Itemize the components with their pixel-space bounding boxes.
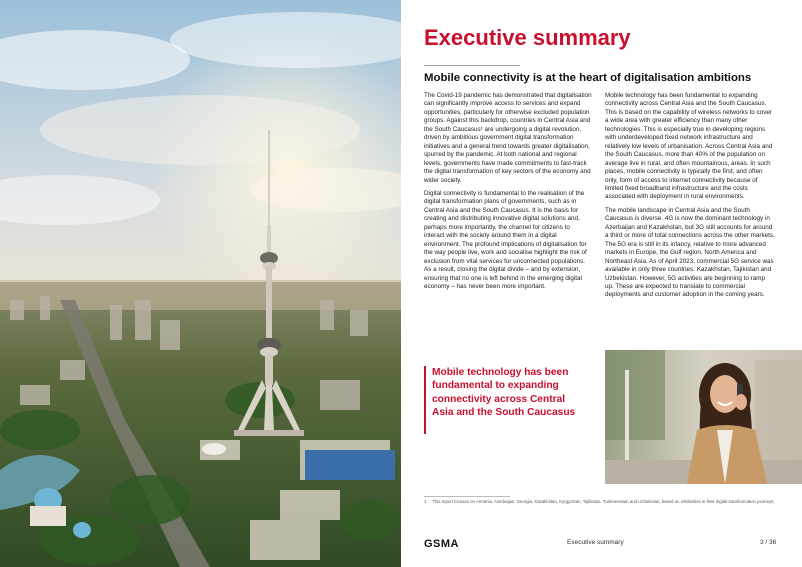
paragraph: The mobile landscape in Central Asia and the South Caucasus is diverse. 4G is now the dominant technology in Azerbaijan and Kazakhstan, but 3G still accounts for around a third or more of total connections across the other markets. The 5G era is still in its infancy, relative to more advanced markets in Europe, the Gulf region, North America and Northeast Asia. As of April 2023, commercial 5G service was available in only three countries: Kazakhstan, Tajikistan and Uzbekistan. However, 5G activities are beginning to ramp up. These are expected to translate to commercial deployments and customer adoption in the coming years.: [605, 206, 775, 299]
paragraph: Digital connectivity is fundamental to the realisation of the digital transformation plans of governments, such as in Central Asia and the South Caucasus. It is the basis for creating and distributing innovative digital solutions and, perhaps more importantly, the channel for citizens to interact with the society around them in a digital environment. The profound implications of digitalisation for the way people live, work and socialise highlight the risk of exclusion from vital services for unconnected populations. As a result, closing the digital divide – and by extension, ensuring that no one is left behind in the emerging digital economy – has never been more important.: [424, 189, 587, 290]
text-column-left: [424, 92, 592, 296]
footnote: [424, 499, 779, 505]
gsma-logo: GSMA: [424, 538, 459, 550]
page-title: Executive summary: [424, 25, 631, 50]
footnote-divider: [424, 496, 510, 497]
text-column-right: [605, 92, 775, 305]
pull-quote: Mobile technology has been fundamental to expanding connectivity across Central Asia and the South Caucasus: [432, 367, 576, 418]
footnote-number: 1: [424, 499, 427, 504]
footnote-text: This report focuses on Armenia, Azerbaijan, Georgia, Kazakhstan, Kyrgyzstan, Tajikistan, Turkmenistan and Uzbekistan, based on similarities in their digital transformation journeys.: [432, 499, 775, 504]
page-number: 3 / 36: [760, 539, 777, 546]
paragraph: Mobile technology has been fundamental to expanding connectivity across Central Asia and the South Caucasus. This is based on the capability of wireless networks to cover a wide area with greater efficiency than many other technologies. This is especially true in developing regions with underdeveloped fixed network infrastructure and relatively low levels of urbanisation. Across Central Asia and the South Caucasus, more than 40% of the population on average live in rural, and often mountainous, areas. In such places, mobile connectivity is typically the first, and often only, form of access to internet connectivity because of limited fixed broadband infrastructure and the costs associated with deployment in rural environments.: [605, 92, 773, 201]
page-content: [401, 0, 802, 567]
pull-quote-bar: [424, 366, 426, 434]
section-heading: Mobile connectivity is at the heart of digitalisation ambitions: [424, 72, 752, 84]
footer-section-name: Executive summary: [567, 539, 624, 546]
title-divider: [424, 65, 520, 66]
paragraph: The Covid-19 pandemic has demonstrated that digitalisation can significantly improve access to services and expand opportunities, particularly for otherwise excluded population groups. Against this backdrop, countries in Central Asia and the South Caucasus¹ are undergoing a digital revolution, driven by ambitious government digital transformation initiatives and a general trend towards greater digitalisation, spurred by the pandemic. At both national and regional levels, governments have made commitments to fast-track the digital transformation of key sectors of the economy and wider society.: [424, 92, 592, 184]
woman-on-phone-photo: [605, 350, 802, 484]
